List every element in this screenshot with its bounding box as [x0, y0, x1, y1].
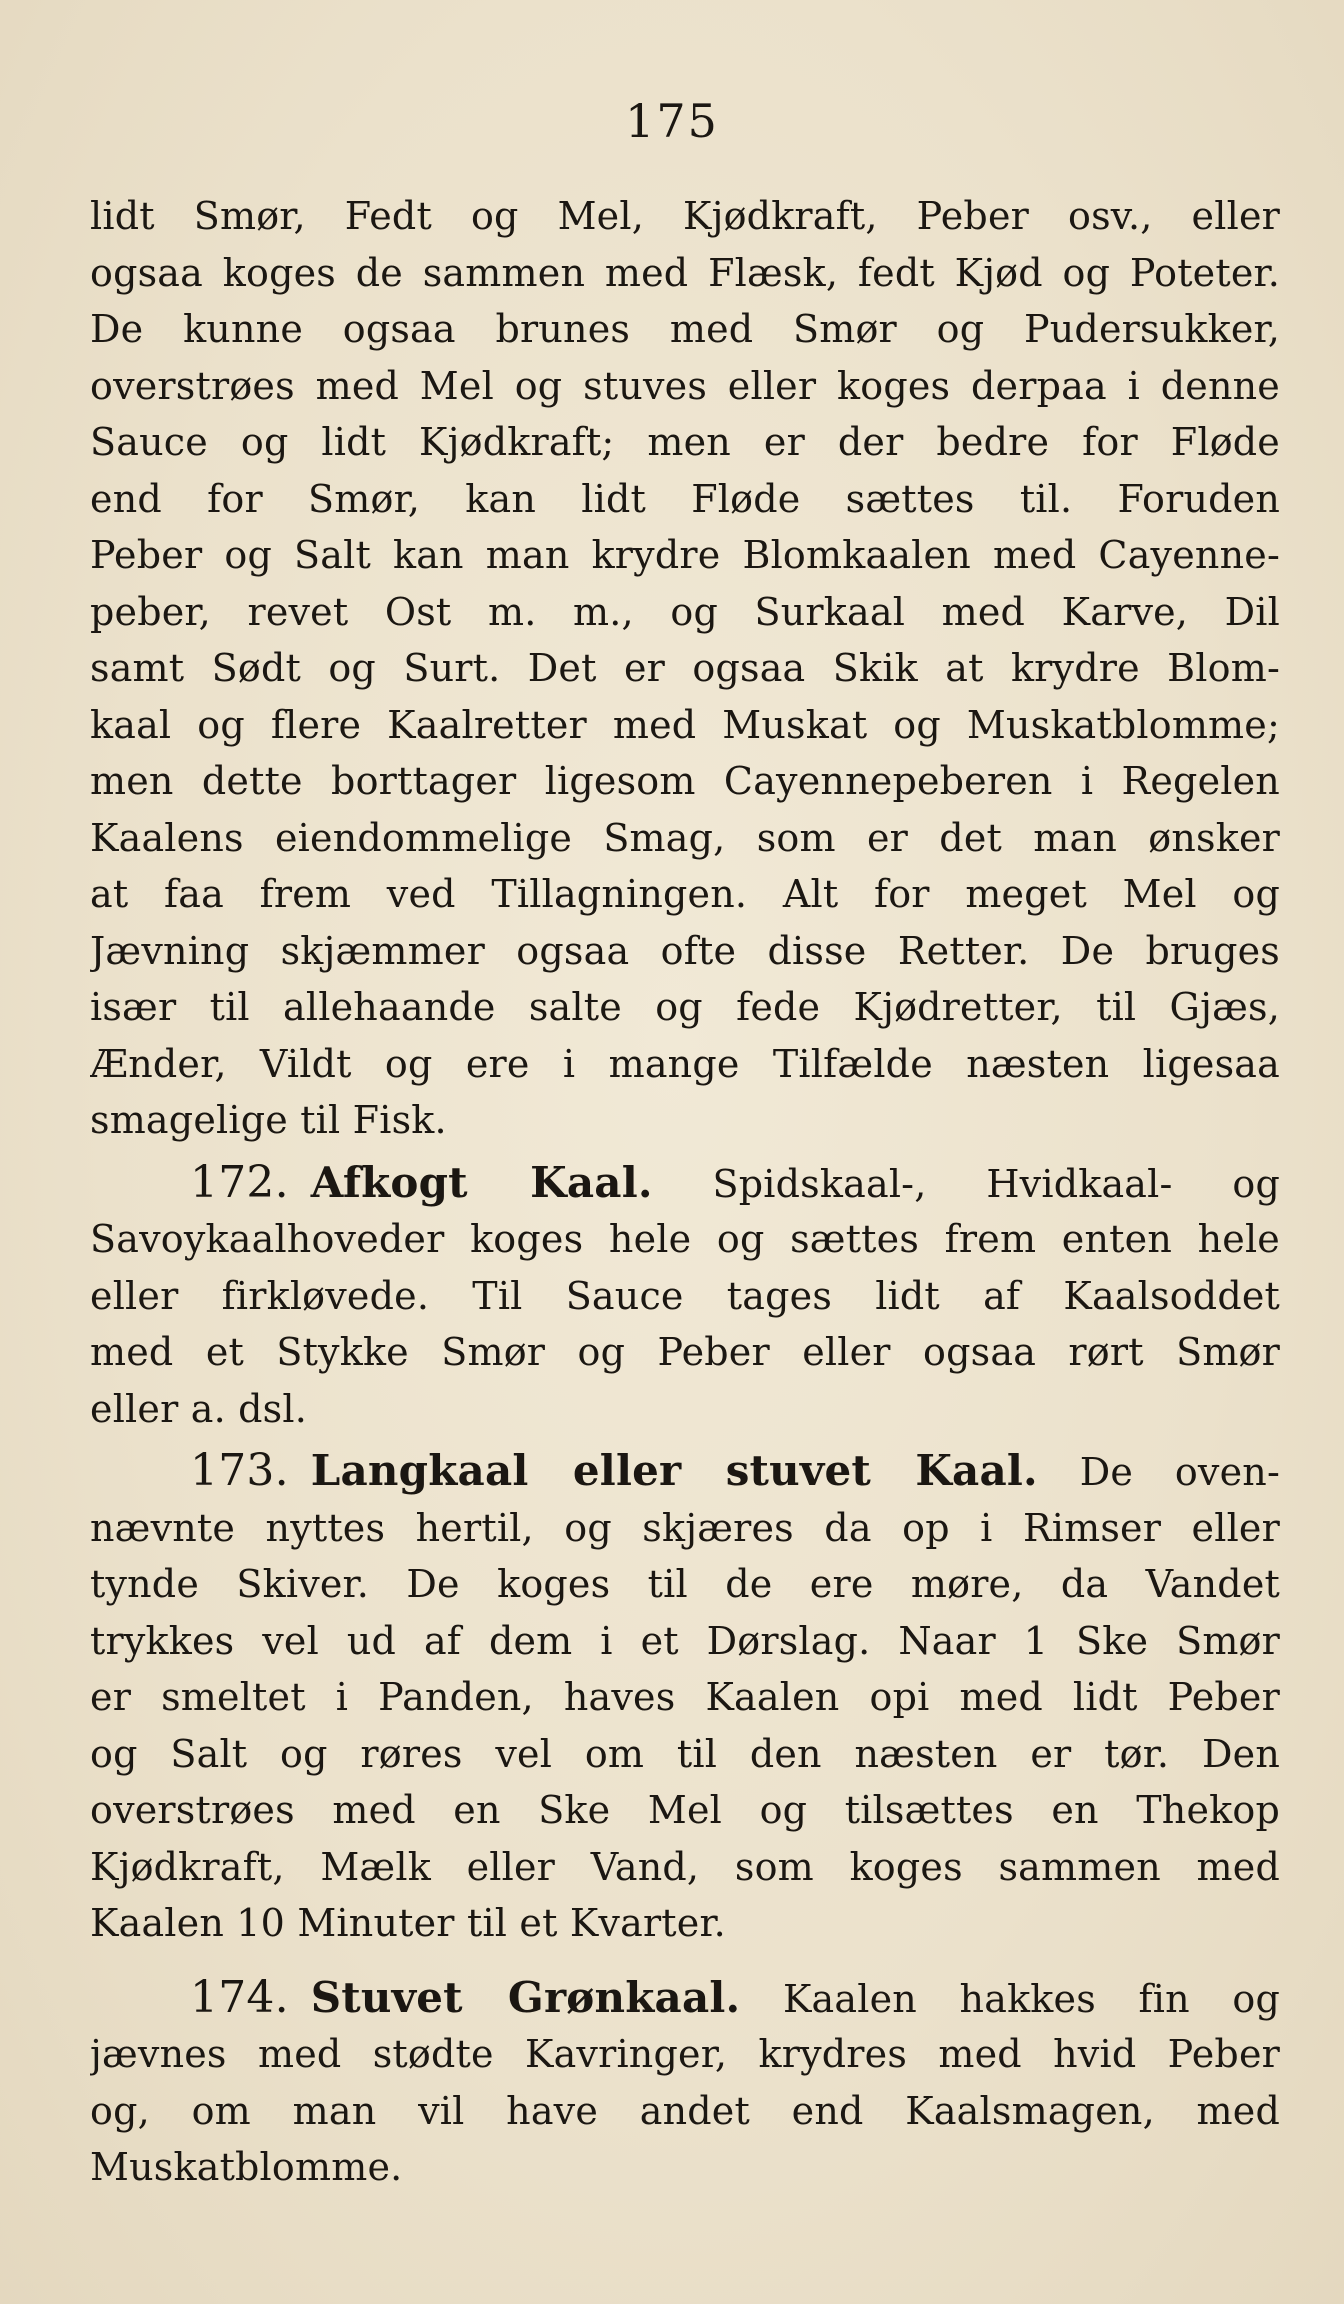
- text-line: end for Smør, kan lidt Fløde sættes til. Foruden: [90, 476, 1280, 521]
- text-line: eller a. dsl.: [90, 1386, 307, 1431]
- text-line: jævnes med stødte Kavringer, krydres med hvid Peber: [90, 2032, 1280, 2076]
- text-line: tynde Skiver. De koges til de ere møre, da Vandet: [90, 1562, 1280, 1606]
- text-line: ogsaa koges de sammen med Flæsk, fedt Kjød og Poteter.: [90, 250, 1280, 295]
- text-line: Kaalen 10 Minuter til et Kvarter.: [90, 1901, 726, 1945]
- recipe-number: 172.: [190, 1156, 289, 1208]
- text-line: Kaalens eiendommelige Smag, som er det man ønsker: [90, 815, 1280, 860]
- text-line: Sauce og lidt Kjødkraft; men er der bedre for Fløde: [90, 420, 1280, 464]
- text-line: men dette borttager ligesom Cayennepeberen i Regelen: [90, 759, 1280, 803]
- text-line: og, om man vil have andet end Kaalsmagen, med: [90, 2088, 1280, 2133]
- recipe-heading-line: [90, 1155, 1280, 1212]
- recipe-title: Langkaal eller stuvet Kaal.: [310, 1446, 1038, 1495]
- text-line: De kunne ogsaa brunes med Smør og Pudersukker,: [90, 307, 1280, 351]
- text-line: kaal og flere Kaalretter med Muskat og Muskatblomme;: [90, 702, 1280, 747]
- recipe-first-line: De oven-: [1079, 1450, 1280, 1494]
- page-body: [90, 188, 1280, 2196]
- text-line: især til allehaande salte og fede Kjødretter, til Gjæs,: [90, 985, 1280, 1029]
- text-line: og Salt og røres vel om til den næsten er tør. Den: [90, 1731, 1280, 1776]
- recipe-173: [90, 1443, 1280, 1952]
- text-line: peber, revet Ost m. m., og Surkaal med Karve, Dil: [90, 589, 1280, 634]
- text-line: med et Stykke Smør og Peber eller ogsaa rørt Smør: [90, 1330, 1280, 1374]
- text-line: Kjødkraft, Mælk eller Vand, som koges sammen med: [90, 1844, 1280, 1889]
- page-number: 175: [625, 94, 719, 148]
- recipe-174: [90, 1970, 1280, 2196]
- text-line: Peber og Salt kan man krydre Blomkaalen med Cayenne-: [90, 533, 1280, 577]
- text-line: Savoykaalhoveder koges hele og sættes frem enten hele: [90, 1217, 1280, 1261]
- paragraph-intro: [90, 188, 1280, 1149]
- text-line: er smeltet i Panden, haves Kaalen opi med lidt Peber: [90, 1675, 1280, 1719]
- recipe-heading-line: [90, 1443, 1280, 1500]
- text-line: Muskatblomme.: [90, 2145, 403, 2189]
- recipe-172: [90, 1155, 1280, 1438]
- text-line: nævnte nyttes hertil, og skjæres da op i Rimser eller: [90, 1505, 1280, 1550]
- text-line: smagelige til Fisk.: [90, 1098, 447, 1142]
- text-line: at faa frem ved Tillagningen. Alt for meget Mel og: [90, 872, 1280, 916]
- recipe-title: Stuvet Grønkaal.: [310, 1972, 741, 2022]
- text-line: overstrøes med Mel og stuves eller koges derpaa i denne: [90, 363, 1280, 408]
- recipe-first-line: Spidskaal-, Hvidkaal- og: [712, 1161, 1280, 1206]
- text-line: lidt Smør, Fedt og Mel, Kjødkraft, Peber osv., eller: [90, 194, 1280, 238]
- recipe-number: 174.: [190, 1971, 289, 2023]
- recipe-first-line: Kaalen hakkes fin og: [782, 1976, 1280, 2021]
- recipe-heading-line: [90, 1970, 1280, 2027]
- text-line: overstrøes med en Ske Mel og tilsættes en Thekop: [90, 1788, 1280, 1832]
- text-line: samt Sødt og Surt. Det er ogsaa Skik at krydre Blom-: [90, 646, 1280, 690]
- text-line: eller firkløvede. Til Sauce tages lidt af Kaalsoddet: [90, 1273, 1280, 1318]
- recipe-number: 173.: [190, 1445, 289, 1496]
- text-line: Ænder, Vildt og ere i mange Tilfælde næsten ligesaa: [90, 1041, 1280, 1086]
- text-line: Jævning skjæmmer ogsaa ofte disse Retter. De bruges: [90, 928, 1280, 973]
- recipe-title: Afkogt Kaal.: [310, 1157, 653, 1207]
- text-line: trykkes vel ud af dem i et Dørslag. Naar 1 Ske Smør: [90, 1618, 1280, 1663]
